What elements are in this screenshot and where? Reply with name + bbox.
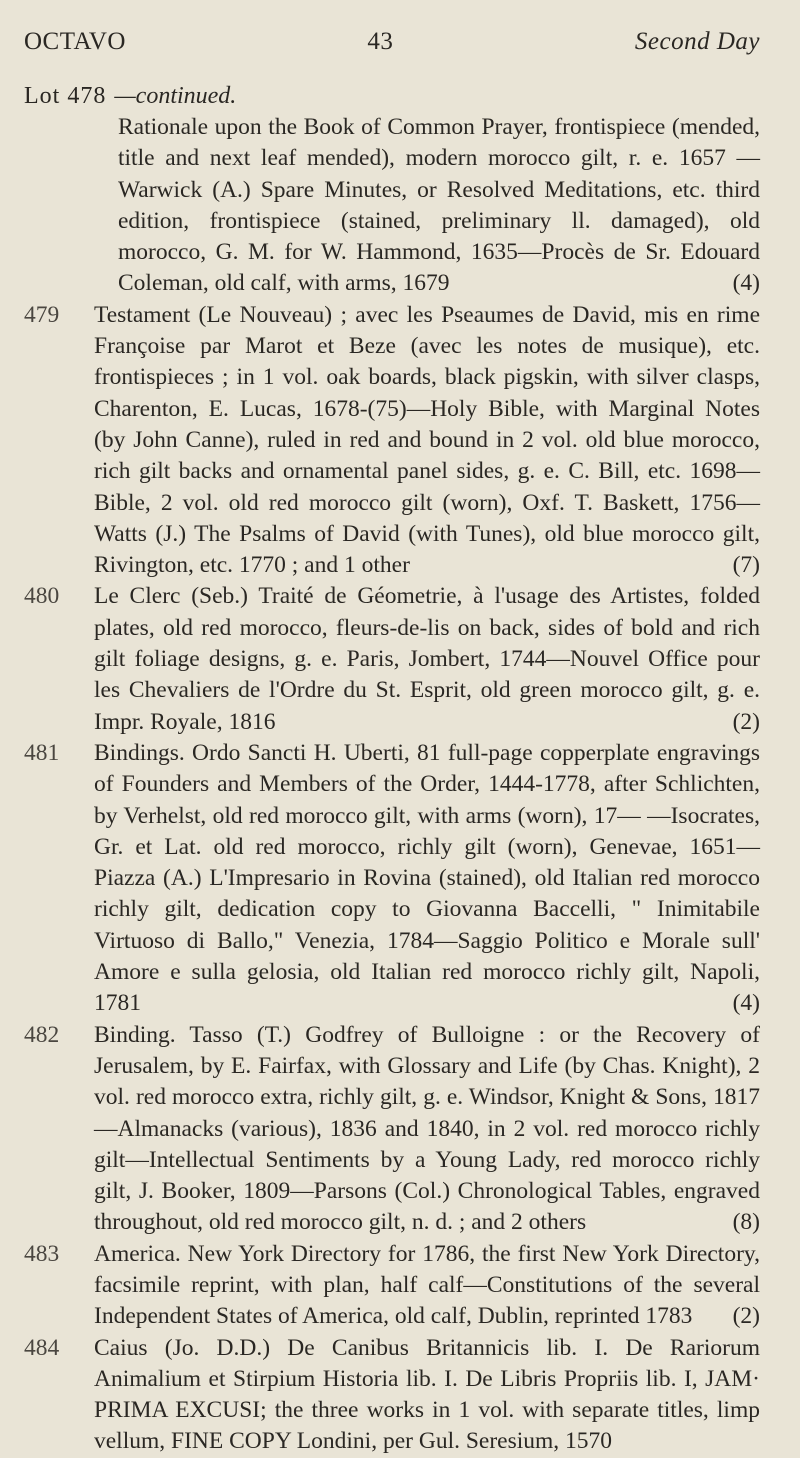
page-number: 43 bbox=[367, 28, 394, 55]
lot-count: (7) bbox=[732, 552, 760, 579]
header-left: OCTAVO bbox=[24, 28, 126, 55]
lot-number: 484 bbox=[24, 1334, 60, 1361]
lot-entry bbox=[24, 300, 760, 582]
lot-count: (2) bbox=[732, 708, 760, 735]
continuation-heading bbox=[24, 80, 760, 112]
continued-lot-label: Lot 478 bbox=[24, 83, 107, 109]
lot-number: 482 bbox=[24, 1021, 60, 1048]
continued-entry-text: Rationale upon the Book of Common Prayer, frontispiece (mended, title and next leaf mended), modern morocco gilt, r. e. 1657 —Warwick (A.) Spare Minutes, or Resolved Meditations, etc. third edition, frontispiece (stained, preliminary ll. damaged), old morocco, G. M. for W. Hammond, 1635—Procès de Sr. Edouard Coleman, old calf, with arms, 1679 bbox=[118, 114, 760, 297]
lot-number: 481 bbox=[24, 739, 60, 766]
lot-text: Caius (Jo. D.D.) De Canibus Britannicis lib. I. De Rariorum Animalium et Stirpium Historia lib. I. De Libris Propriis lib. I, JAM· PRIMA EXCUSI; the three works in 1 vol. with separate titles, limp vellum, FINE COPY Londini, per Gul. Seresium, 1570 bbox=[94, 1334, 760, 1455]
lot-text: Le Clerc (Seb.) Traité de Géometrie, à l'usage des Artistes, folded plates, old red morocco, fleurs-de-lis on back, sides of bold and rich gilt foliage designs, g. e. Paris, Jombert, 1744—Nouvel Office pour les Chevaliers de l'Ordre du St. Esprit, old green morocco gilt, g. e. Impr. Royale, 1816 bbox=[94, 583, 760, 735]
lot-number: 479 bbox=[24, 301, 60, 328]
lot-text: America. New York Directory for 1786, the first New York Directory, facsimile reprint, with plan, half calf—Constitutions of the several Independent States of America, old calf, Dublin, reprinted 1783 bbox=[94, 1240, 760, 1330]
lot-count: (2) bbox=[732, 1303, 760, 1330]
lot-entry bbox=[24, 738, 760, 1020]
lot-entry bbox=[24, 1333, 760, 1458]
lot-text: Binding. Tasso (T.) Godfrey of Bulloigne : or the Recovery of Jerusalem, by E. Fairfax, with Glossary and Life (by Chas. Knight), 2 vol. red morocco extra, richly gilt, g. e. Windsor, Knight & Sons, 1817—Almanacks (various), 1836 and 1840, in 2 vol. red morocco richly gilt—Intellectual Sentiments by a Young Lady, red morocco richly gilt, J. Booker, 1809—Parsons (Col.) Chronological Tables, engraved throughout, old red morocco gilt, n. d. ; and 2 others bbox=[94, 1021, 760, 1236]
header-right: Second Day bbox=[634, 28, 760, 55]
lot-entry bbox=[24, 581, 760, 737]
lot-text: Testament (Le Nouveau) ; avec les Pseaumes de David, mis en rime Françoise par Marot et Beze (avec les notes de musique), etc. frontispieces ; in 1 vol. oak boards, black pigskin, with silver clasps, Charenton, E. Lucas, 1678-(75)—Holy Bible, with Marginal Notes (by John Canne), ruled in red and bound in 2 vol. old blue morocco, rich gilt backs and ornamental panel sides, g. e. C. Bill, etc. 1698—Bible, 2 vol. old red morocco gilt (worn), Oxf. T. Baskett, 1756—Watts (J.) The Psalms of David (with Tunes), old blue morocco gilt, Rivington, etc. 1770 ; and 1 other bbox=[94, 301, 760, 579]
continued-entry-count: (4) bbox=[732, 270, 760, 297]
running-head bbox=[24, 28, 760, 56]
lot-entry bbox=[24, 1020, 760, 1239]
continued-entry bbox=[24, 112, 760, 300]
lot-number: 483 bbox=[24, 1240, 60, 1267]
lot-count: (8) bbox=[732, 1209, 760, 1236]
lot-text: Bindings. Ordo Sancti H. Uberti, 81 full-page copperplate engravings of Founders and Members of the Order, 1444-1778, after Schlichten, by Verhelst, old red morocco gilt, with arms (worn), 17— —Isocrates, Gr. et Lat. old red morocco, richly gilt (worn), Genevae, 1651—Piazza (A.) L'Impresario in Rovina (stained), old Italian red morocco richly gilt, dedication copy to Giovanna Baccelli, " Inimitabile Virtuoso di Ballo," Venezia, 1784—Saggio Politico e Morale sull' Amore e sulla gelosia, old Italian red morocco richly gilt, Napoli, 1781 bbox=[94, 739, 760, 1017]
lot-count: (4) bbox=[732, 990, 760, 1017]
lot-number: 480 bbox=[24, 583, 60, 610]
lot-entry bbox=[24, 1239, 760, 1333]
continued-label: —continued. bbox=[114, 83, 237, 109]
